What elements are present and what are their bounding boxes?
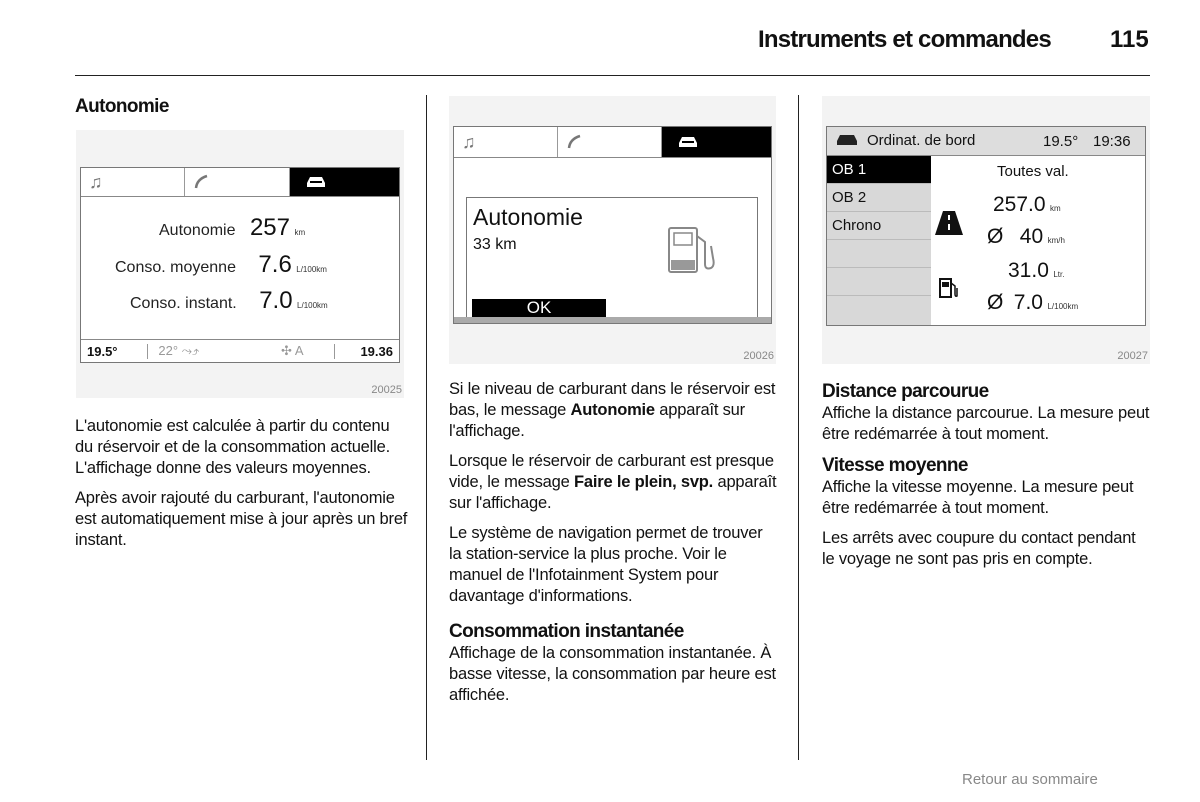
- row-conso-instant: Conso. instant. 7.0 L/100km: [130, 287, 328, 314]
- status-bar: [81, 339, 399, 362]
- outside-temp: 19.5°: [1043, 133, 1079, 150]
- paragraph: Le système de navigation permet de trouver la station-service la plus proche. Voir le manuel de l'Infotainment System pour davantage d'informations.: [449, 524, 763, 605]
- row-conso-moyenne: Conso. moyenne 7.6 L/100km: [115, 251, 327, 278]
- trip-menu: [827, 156, 931, 325]
- figure-number: 20027: [1117, 350, 1148, 362]
- fuel-pump-icon: [663, 220, 723, 285]
- display-screen: [826, 126, 1146, 326]
- fan-status: ✣ A: [281, 343, 304, 358]
- row-conso: Ø 7.0 L/100km: [987, 291, 1079, 314]
- menu-item-ob1[interactable]: OB 1: [827, 156, 931, 184]
- row-distance: 257.0 km: [993, 193, 1061, 216]
- column-2-text: [449, 379, 779, 715]
- column-1: [75, 96, 410, 117]
- display-screen: [453, 126, 772, 324]
- section-heading-autonomie: Autonomie: [75, 96, 169, 117]
- fuel-pump-icon: [937, 277, 961, 306]
- figure-number: 20025: [371, 384, 402, 396]
- menu-item-ob2[interactable]: OB 2: [827, 184, 931, 212]
- paragraph: Lorsque le réservoir de carburant est presque vide, le message Faire le plein, svp. apparaît sur l'affichage.: [449, 452, 777, 512]
- section-heading-distance: Distance parcourue: [822, 381, 989, 402]
- ok-button[interactable]: OK: [472, 299, 606, 317]
- display-tabs: [81, 168, 399, 197]
- phone-icon: [185, 168, 289, 196]
- display-screen: [80, 167, 400, 363]
- phone-icon: [558, 127, 662, 157]
- fan-icon: ✣: [281, 343, 292, 358]
- car-icon: [290, 168, 399, 196]
- page-header-title: Instruments et commandes: [758, 26, 1051, 53]
- menu-item-empty: [827, 240, 931, 268]
- warning-title: Autonomie: [473, 204, 583, 230]
- paragraph: Affiche la vitesse moyenne. La mesure peut être redémarrée à tout moment.: [822, 478, 1134, 517]
- music-icon: ♫: [454, 127, 558, 157]
- warning-value: 33 km: [473, 236, 517, 253]
- page-number: 115: [1110, 26, 1149, 53]
- display-top-bar: [827, 127, 1145, 156]
- air-flow-icon: ⤳⤴: [181, 343, 200, 358]
- paragraph: Après avoir rajouté du carburant, l'autonomie est automatiquement mise à jour après un bref instant.: [75, 489, 408, 549]
- back-to-contents-link[interactable]: Retour au sommaire: [962, 771, 1098, 788]
- column-divider-1: [426, 95, 427, 760]
- paragraph: Les arrêts avec coupure du contact pendant le voyage ne sont pas pris en compte.: [822, 529, 1136, 568]
- paragraph: L'autonomie est calculée à partir du contenu du réservoir et de la consommation actuelle. L'affichage donne des valeurs moyennes.: [75, 417, 390, 477]
- menu-item-empty: [827, 296, 931, 323]
- section-heading-vitesse: Vitesse moyenne: [822, 455, 968, 476]
- paragraph: Si le niveau de carburant dans le réservoir est bas, le message Autonomie apparaît sur l'affichage.: [449, 380, 776, 440]
- menu-item-empty: [827, 268, 931, 296]
- display-tabs: [454, 127, 771, 158]
- figure-ordinateur-de-bord: [822, 96, 1150, 364]
- figure-autonomie-warning: [449, 96, 776, 364]
- clock: 19.36: [334, 344, 399, 359]
- music-icon: ♫: [81, 168, 185, 196]
- header-divider: [75, 75, 1150, 76]
- road-icon: [933, 211, 965, 240]
- clock: 19:36: [1093, 133, 1131, 150]
- column-divider-2: [798, 95, 799, 760]
- figure-number: 20026: [743, 350, 774, 362]
- car-icon: [835, 133, 859, 151]
- column-3-text: [822, 380, 1152, 579]
- row-vitesse: Ø 40 km/h: [987, 225, 1065, 248]
- menu-item-chrono[interactable]: Chrono: [827, 212, 931, 240]
- section-heading-conso: Consommation instantanée: [449, 621, 684, 642]
- row-autonomie: Autonomie 257 km: [159, 214, 306, 241]
- screen-bottom-bar: [454, 317, 771, 323]
- paragraph: Affiche la distance parcourue. La mesure peut être redémarrée à tout moment.: [822, 404, 1150, 443]
- values-subtitle: Toutes val.: [997, 163, 1069, 180]
- outside-temp: 19.5°: [81, 344, 148, 359]
- display-title: Ordinat. de bord: [867, 132, 976, 149]
- figure-autonomie-screen: [76, 130, 404, 398]
- column-1-text: [75, 416, 410, 560]
- row-carburant: 31.0 Ltr.: [1008, 259, 1065, 282]
- car-icon: [662, 127, 771, 157]
- climate-temp: 22° ⤳⤴: [158, 343, 200, 358]
- paragraph: Affichage de la consommation instantanée. À basse vitesse, la consommation par heure est affichée.: [449, 644, 776, 704]
